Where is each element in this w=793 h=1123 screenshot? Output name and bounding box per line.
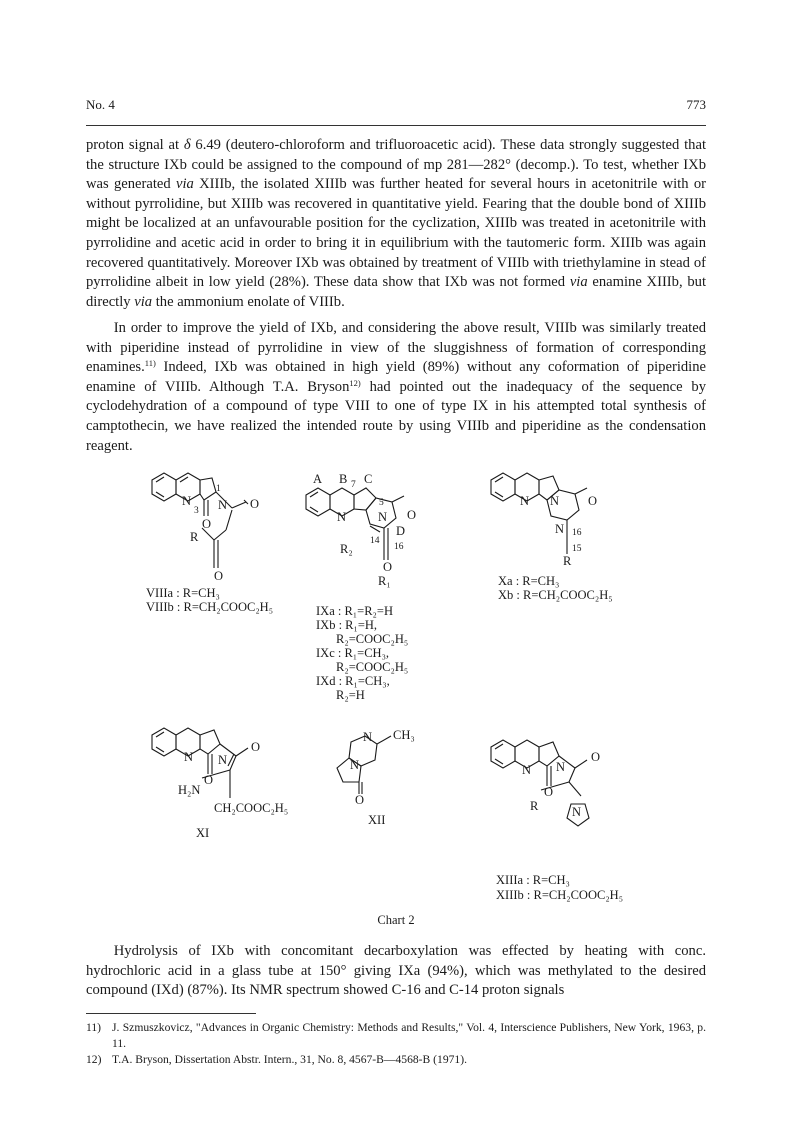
xiii-atom-n-lactam: N: [556, 760, 566, 774]
ix-ring-b: B: [339, 472, 348, 486]
xii-atom-n-bridge: N: [350, 758, 360, 772]
viii-position-3: 3: [194, 506, 199, 516]
text-run: enamine XIIIb, but directly: [86, 274, 706, 310]
text-run: Hydrolysis of IXb with concomitant decarboxylation was effected by heating with conc. hydrochloric acid in a glass tube at 150° giving IXa (94%), which was methylated to the desired compound (IXd) (87%). Its NMR spectrum showed C-16 and C-14 proton signals: [86, 943, 706, 999]
footnote-number: 11): [86, 1021, 102, 1034]
issue-number: No. 4: [86, 97, 115, 112]
viii-atom-n-quinoline: N: [182, 494, 192, 508]
ix-position-7: 7: [351, 480, 356, 490]
xii-oxygen-bottom: O: [355, 793, 365, 807]
viii-legend-b: VIIIb : R=CH₂COOC₂H₅: [146, 600, 274, 614]
x-atom-n-pyrimidine: N: [555, 522, 565, 536]
viii-position-1: 1: [216, 484, 221, 494]
x-legend-b: Xb : R=CH₂COOC₂H₅: [498, 588, 613, 602]
x-substituent-r: R: [563, 554, 572, 568]
xi-oxygen-ring: O: [251, 740, 261, 754]
footnote-text: T.A. Bryson, Dissertation Abstr. Intern., 31, No. 8, 4567-B—4568-B (1971).: [112, 1053, 467, 1066]
paragraph-1: [86, 136, 706, 312]
ix-ring-a: A: [313, 472, 323, 486]
structure-viii: [152, 473, 248, 568]
viii-oxygen-ketone: O: [202, 517, 212, 531]
footnote-rule: [86, 1013, 256, 1014]
ix-legend-c: IXc : R₁=CH₃,: [316, 646, 390, 660]
xii-methyl: CH₃: [393, 728, 415, 742]
ix-substituent-r2: R₂: [340, 542, 353, 556]
structure-ix: [306, 488, 404, 560]
ix-oxygen-ring: O: [407, 508, 417, 522]
ix-atom-n-pyridone: N: [378, 510, 388, 524]
footnote-11: [86, 1020, 706, 1052]
ix-legend-b: IXb : R₁=H,: [316, 618, 378, 632]
xi-atom-n-lactam: N: [218, 753, 228, 767]
text-run: the ammonium enolate of VIIIb.: [152, 293, 345, 310]
ix-legend-b-r2: R₂=COOC₂H₅: [336, 632, 409, 646]
xi-oxygen-bottom: O: [204, 773, 214, 787]
citation-marker: 11): [144, 358, 156, 369]
italic-text: δ: [183, 137, 191, 153]
ix-ring-d: D: [396, 524, 406, 538]
ix-position-16: 16: [394, 542, 404, 552]
xii-atom-n-top: N: [363, 730, 373, 744]
x-atom-n-pyridone: N: [550, 494, 560, 508]
xii-label: XII: [368, 813, 386, 827]
citation-marker: 12): [349, 377, 361, 388]
paragraph-2: [86, 319, 706, 456]
ix-legend-a: IXa : R₁=R₂=H: [316, 604, 393, 618]
running-header: [86, 97, 706, 119]
ix-legend-c-r2: R₂=COOC₂H₅: [336, 660, 409, 674]
ix-position-5: 5: [379, 498, 384, 508]
text-run: proton signal at: [86, 137, 184, 153]
x-position-15: 15: [572, 544, 582, 554]
ix-substituent-r1: R₁: [378, 574, 391, 588]
footnote-text: J. Szmuszkovicz, "Advances in Organic Chemistry: Methods and Results," Vol. 4, Interscience Publishers, New York, 1963, p. 11.: [112, 1021, 706, 1050]
viii-substituent-r: R: [190, 530, 199, 544]
viii-legend-a: VIIIa : R=CH₃: [146, 586, 220, 600]
page-number: 773: [686, 97, 706, 112]
footnotes: [86, 1020, 706, 1068]
chart-2-structures: [86, 470, 706, 925]
x-position-16: 16: [572, 528, 582, 538]
text-run: In order to improve the yield of IXb, and considering the above result, VIIIb was similarly treated with piperidine instead of pyrrolidine in view of the sluggishness of formation of corresponding enamines.: [86, 320, 706, 376]
ix-position-14: 14: [370, 536, 380, 546]
xiii-oxygen-bottom: O: [544, 785, 554, 799]
ix-legend-d: IXd : R₁=CH₃,: [316, 674, 390, 688]
x-atom-n-quinoline: N: [520, 494, 530, 508]
xiii-substituent-r: R: [530, 799, 539, 813]
italic-text: via: [569, 274, 588, 291]
xiii-atom-n-quinoline: N: [522, 763, 532, 777]
ix-oxygen-bottom: O: [383, 560, 393, 574]
text-run: 6.49 (deutero-chloroform and trifluoroacetic acid). These data strongly suggested that the structure IXb could be assigned to the compound of mp 281—282° (decomp.). To test, whether IXb was generated: [86, 137, 706, 193]
xi-amine: H₂N: [178, 783, 201, 797]
xiii-legend-b: XIIIb : R=CH₂COOC₂H₅: [496, 888, 624, 902]
viii-oxygen-bottom: O: [214, 569, 224, 583]
xi-label: XI: [196, 826, 210, 840]
text-run: Indeed, IXb was obtained in high yield (89%) without any coformation of piperidine enamine of VIIIb. Although T.A. Bryson: [86, 359, 706, 395]
header-rule: [86, 125, 706, 126]
ix-atom-n-quinoline: N: [337, 510, 347, 524]
x-legend-a: Xa : R=CH₃: [498, 574, 560, 588]
italic-text: via: [134, 293, 153, 310]
chart-caption: Chart 2: [377, 913, 415, 927]
viii-oxygen-ring: O: [250, 497, 260, 511]
footnote-12: [86, 1052, 706, 1068]
xiii-oxygen-ring: O: [591, 750, 601, 764]
xi-atom-n-quinoline: N: [184, 750, 194, 764]
viii-atom-n-lactam: N: [218, 498, 228, 512]
italic-text: via: [176, 176, 194, 193]
ix-ring-c: C: [364, 472, 373, 486]
paragraph-3: [86, 942, 706, 1001]
footnote-number: 12): [86, 1053, 102, 1066]
x-oxygen-ring: O: [588, 494, 598, 508]
text-run: had pointed out the inadequacy of the sequence by cyclodehydration of a compound of type VIII to one of type IX in his attempted total synthesis of camptothecin, we have realized the intended route by using VIIIb and piperidine as the condensation reagent.: [86, 378, 706, 454]
xi-substituent: CH₂COOC₂H₅: [214, 801, 289, 815]
xiii-atom-n-pyrrolidine: N: [572, 805, 582, 819]
text-run: XIIIb, the isolated XIIIb was further heated for several hours in acetonitrile with or without pyrrolidine, but XIIIb was recovered in quantitative yield. Fearing that the double bond of XIIIb might be localized at an unfavourable position for the cyclization, XIIIb was treated in acetonitrile with pyrrolidine and acetic acid in order to bring it in equilibrium with the tautomeric form. XIIIb was again recovered quantitatively. Moreover IXb was obtained by treatment of VIIIb with triethylamine in stead of pyrrolidine albeit in low yield (28%). These data show that IXb was not formed: [86, 176, 706, 291]
xiii-legend-a: XIIIa : R=CH₃: [496, 873, 570, 887]
ix-legend-d-r2: R₂=H: [336, 688, 365, 702]
